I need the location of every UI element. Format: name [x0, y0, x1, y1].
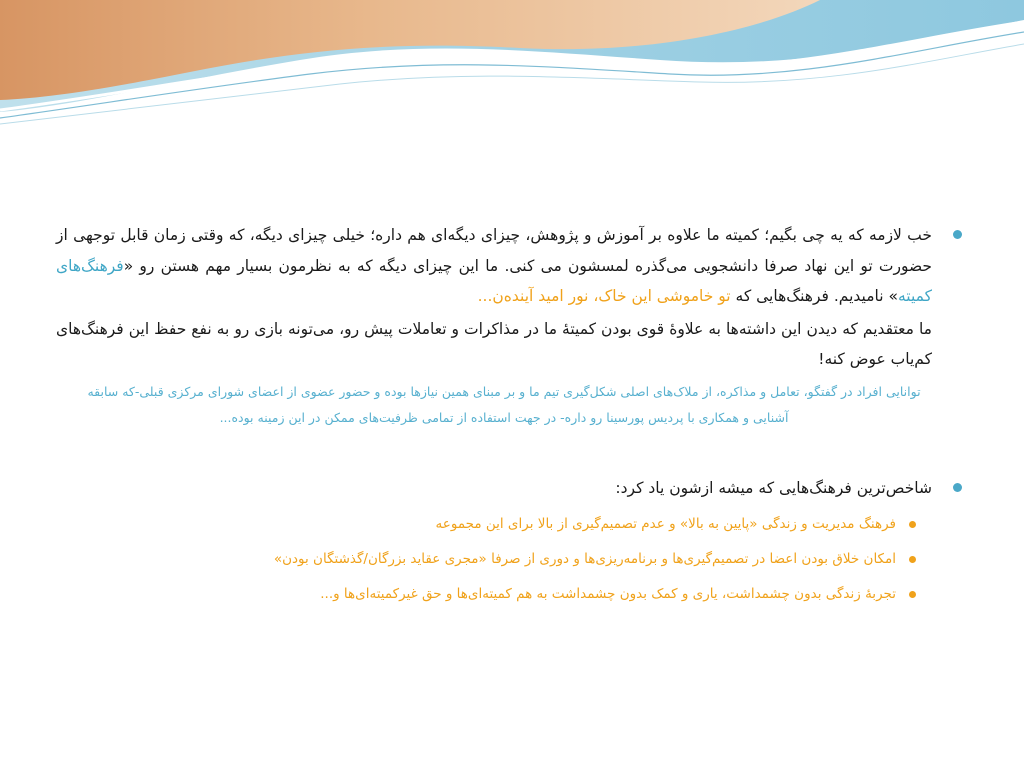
section2-heading: شاخص‌ترین فرهنگ‌هایی که میشه ازشون یاد کرد:: [615, 478, 932, 497]
highlight-hope: تو خاموشی این خاک، نور امید آینده‌ن...: [477, 287, 731, 305]
list-item-text: تجربهٔ زندگی بدون چشمداشت، یاری و کمک بدون چشمداشت به هم کمیته‌ای‌ها و حق غیرکمیته‌ای‌ها و...: [320, 586, 896, 602]
highlight-committee-cultures: فرهنگ‌های کمیته: [56, 256, 932, 305]
section-2: [56, 473, 966, 613]
bullet-paragraph-1: [56, 220, 966, 312]
para1-text-2: » نامیدیم. فرهنگ‌هایی که: [730, 287, 898, 305]
bullet-dot-icon: [953, 230, 962, 239]
list-item: [56, 577, 916, 612]
orange-bullet-icon: [909, 556, 916, 563]
wave-header-decoration: [0, 0, 1024, 130]
list-item: [56, 542, 916, 577]
orange-bullet-icon: [909, 591, 916, 598]
list-item: [56, 507, 916, 542]
paragraph-2: ما معتقدیم که دیدن این داشته‌ها به علاوهٔ قوی بودن کمیتهٔ ما در مذاکرات و تعاملات پیش رو، می‌تونه بازی رو به نفع حفظ این فرهنگ‌های کم‌یاب عوض کنه!: [56, 319, 932, 368]
bullet-dot-icon: [953, 483, 962, 492]
note-text: توانایی افراد در گفتگو، تعامل و مذاکره، از ملاک‌های اصلی شکل‌گیری تیم ما و بر مبنای همین نیازها بوده و حضور عضوی از اعضای شورای مرکزی قبلی-که سابقه آشنایی و همکاری با پردیس پورسینا رو داره- در جهت استفاده از تمامی ظرفیت‌های ممکن در این زمینه بوده...: [87, 383, 921, 425]
cultures-list: [56, 507, 966, 612]
slide-content: [56, 220, 966, 612]
list-item-text: فرهنگ مدیریت و زندگی «پایین به بالا» و عدم تصمیم‌گیری از بالا برای این مجموعه: [435, 516, 896, 532]
orange-bullet-icon: [909, 521, 916, 528]
bullet-heading-2: [56, 473, 966, 504]
list-item-text: امکان خلاق بودن اعضا در تصمیم‌گیری‌ها و برنامه‌ریزی‌ها و دوری از صرفا «مجری عقاید بزرگان/گذشتگان بودن»: [273, 551, 896, 567]
para1-text: خب لازمه که یه چی بگیم؛ کمیته ما علاوه بر آموزش و پژوهش، چیزای دیگه‌ای هم داره؛ خیلی چیزای دیگه، که وقتی زمان قابل توجهی از حضورت تو این نهاد صرفا دانشجویی می‌گذره لمسشون می کنی. ما این چیزای دیگه که به نظرمون بسیار مهم هستن رو «: [56, 226, 932, 275]
